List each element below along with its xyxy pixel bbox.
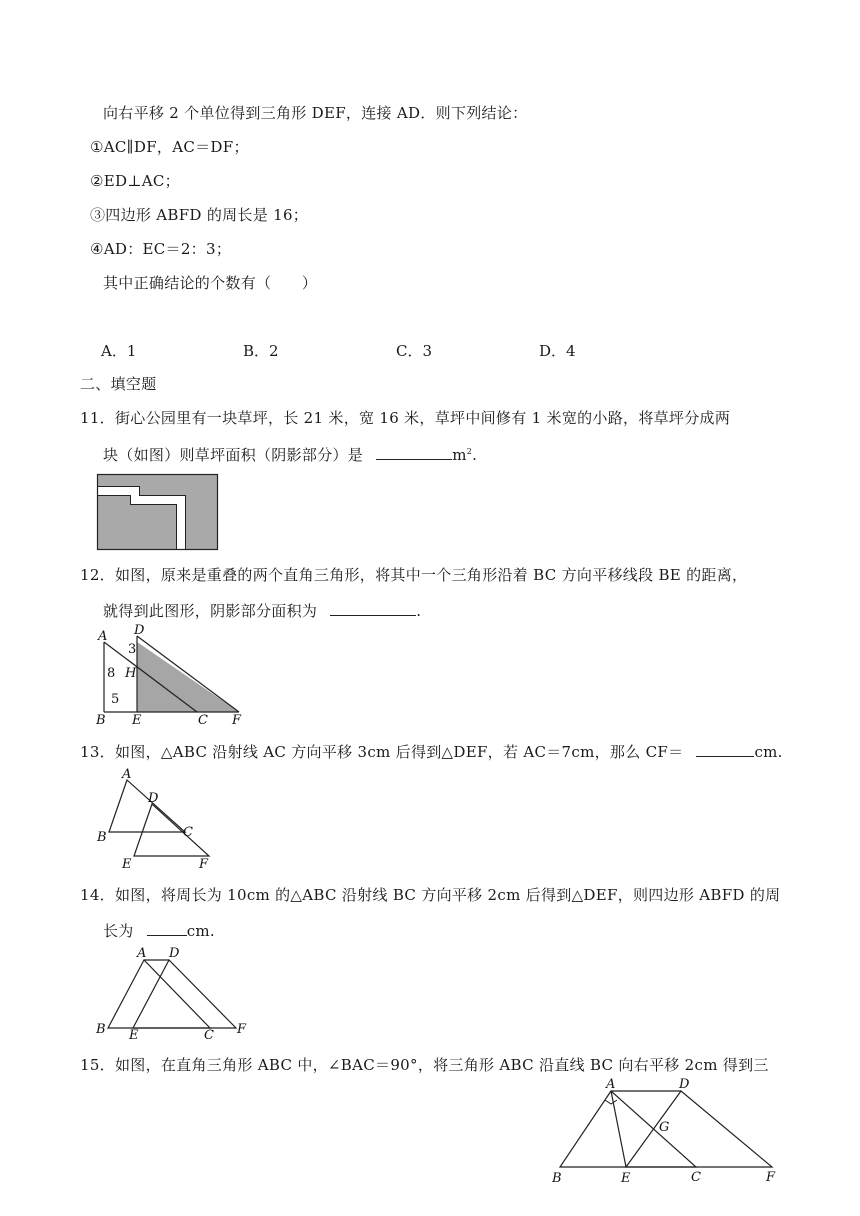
q12-label-h: H	[125, 666, 137, 681]
q12-label-3: 3	[128, 642, 137, 657]
q12-label-a: A	[98, 629, 108, 644]
q13-unit: cm.	[754, 743, 783, 761]
q12-label-c: C	[198, 713, 208, 728]
q15-label-a: A	[606, 1077, 616, 1092]
q11-unit-sup: 2	[466, 447, 473, 456]
q15-label-g: G	[659, 1120, 670, 1135]
q13-label-f: F	[199, 857, 209, 872]
q12-text: 就得到此图形，阴影部分面积为	[103, 602, 318, 620]
q14-label-f: F	[237, 1022, 247, 1037]
q13-line1	[80, 740, 783, 762]
q12-figure	[92, 623, 252, 728]
q15-figure	[548, 1076, 788, 1188]
option-b[interactable]: B．2	[243, 342, 279, 360]
q14-label-c: C	[204, 1028, 214, 1043]
q11-line1: 11．街心公园里有一块草坪，长 21 米，宽 16 米，草坪中间修有 1 米宽的小路，将草坪分成两	[80, 409, 731, 427]
q12-end: .	[416, 602, 422, 620]
q11-lawn-figure	[97, 474, 219, 551]
q10-conclusion-3: ③四边形 ABFD 的周长是 16；	[90, 206, 309, 224]
q11-text: 块（如图）则草坪面积（阴影部分）是	[103, 446, 364, 464]
q12-label-e: E	[132, 713, 142, 728]
q15-label-b: B	[552, 1171, 562, 1186]
q14-label-a: A	[137, 946, 147, 961]
q12-label-f: F	[232, 713, 242, 728]
q14-figure	[92, 946, 257, 1043]
q13-label-c: C	[183, 825, 193, 840]
q12-label-b: B	[96, 713, 106, 728]
option-a[interactable]: A．1	[101, 342, 137, 360]
q13-figure	[92, 766, 222, 871]
q15-line1: 15．如图，在直角三角形 ABC 中，∠BAC＝90°，将三角形 ABC 沿直线 BC 向右平移 2cm 得到三	[80, 1056, 769, 1074]
option-d[interactable]: D．4	[539, 342, 576, 360]
q13-answer-blank[interactable]	[696, 740, 754, 757]
q15-label-c: C	[691, 1170, 701, 1185]
q12-label-d: D	[134, 623, 145, 638]
q12-label-5: 5	[111, 692, 120, 707]
q10-question: 其中正确结论的个数有（ ）	[103, 274, 318, 292]
q13-label-d: D	[148, 791, 159, 806]
q15-label-d: D	[679, 1077, 690, 1092]
q13-label-e: E	[122, 857, 132, 872]
q14-line2	[103, 919, 215, 941]
q15-label-e: E	[621, 1171, 631, 1186]
q13-label-a: A	[122, 767, 132, 782]
q13-text: 13．如图，△ABC 沿射线 AC 方向平移 3cm 后得到△DEF，若 AC＝7cm，那么 CF＝	[80, 743, 684, 761]
q13-label-b: B	[97, 830, 107, 845]
q15-label-f: F	[766, 1170, 776, 1185]
q12-answer-blank[interactable]	[330, 599, 416, 616]
q11-answer-blank[interactable]	[376, 443, 452, 460]
q14-unit: cm.	[186, 922, 215, 940]
q12-line2	[103, 599, 421, 621]
q14-label-e: E	[129, 1028, 139, 1043]
section-title: 二、填空题	[80, 375, 157, 393]
q12-label-8: 8	[107, 666, 116, 681]
q10-conclusion-4: ④AD：EC＝2：3；	[90, 240, 232, 258]
q14-label-d: D	[169, 946, 180, 961]
q14-line1: 14．如图，将周长为 10cm 的△ABC 沿射线 BC 方向平移 2cm 后得到△DEF，则四边形 ABFD 的周	[80, 886, 781, 904]
q10-conclusion-2: ②ED⊥AC；	[90, 172, 180, 190]
q14-label-b: B	[96, 1022, 106, 1037]
q14-text: 长为	[103, 922, 134, 940]
q11-unit: m	[452, 446, 467, 464]
q11-line2	[103, 442, 477, 465]
q12-line1: 12．如图，原来是重叠的两个直角三角形，将其中一个三角形沿着 BC 方向平移线段 BE 的距离，	[80, 566, 748, 584]
q11-end: .	[472, 446, 478, 464]
q10-conclusion-1: ①AC∥DF，AC＝DF；	[90, 138, 249, 156]
q10-intro: 向右平移 2 个单位得到三角形 DEF，连接 AD．则下列结论：	[103, 104, 528, 122]
option-c[interactable]: C．3	[396, 342, 433, 360]
q14-answer-blank[interactable]	[147, 919, 187, 936]
